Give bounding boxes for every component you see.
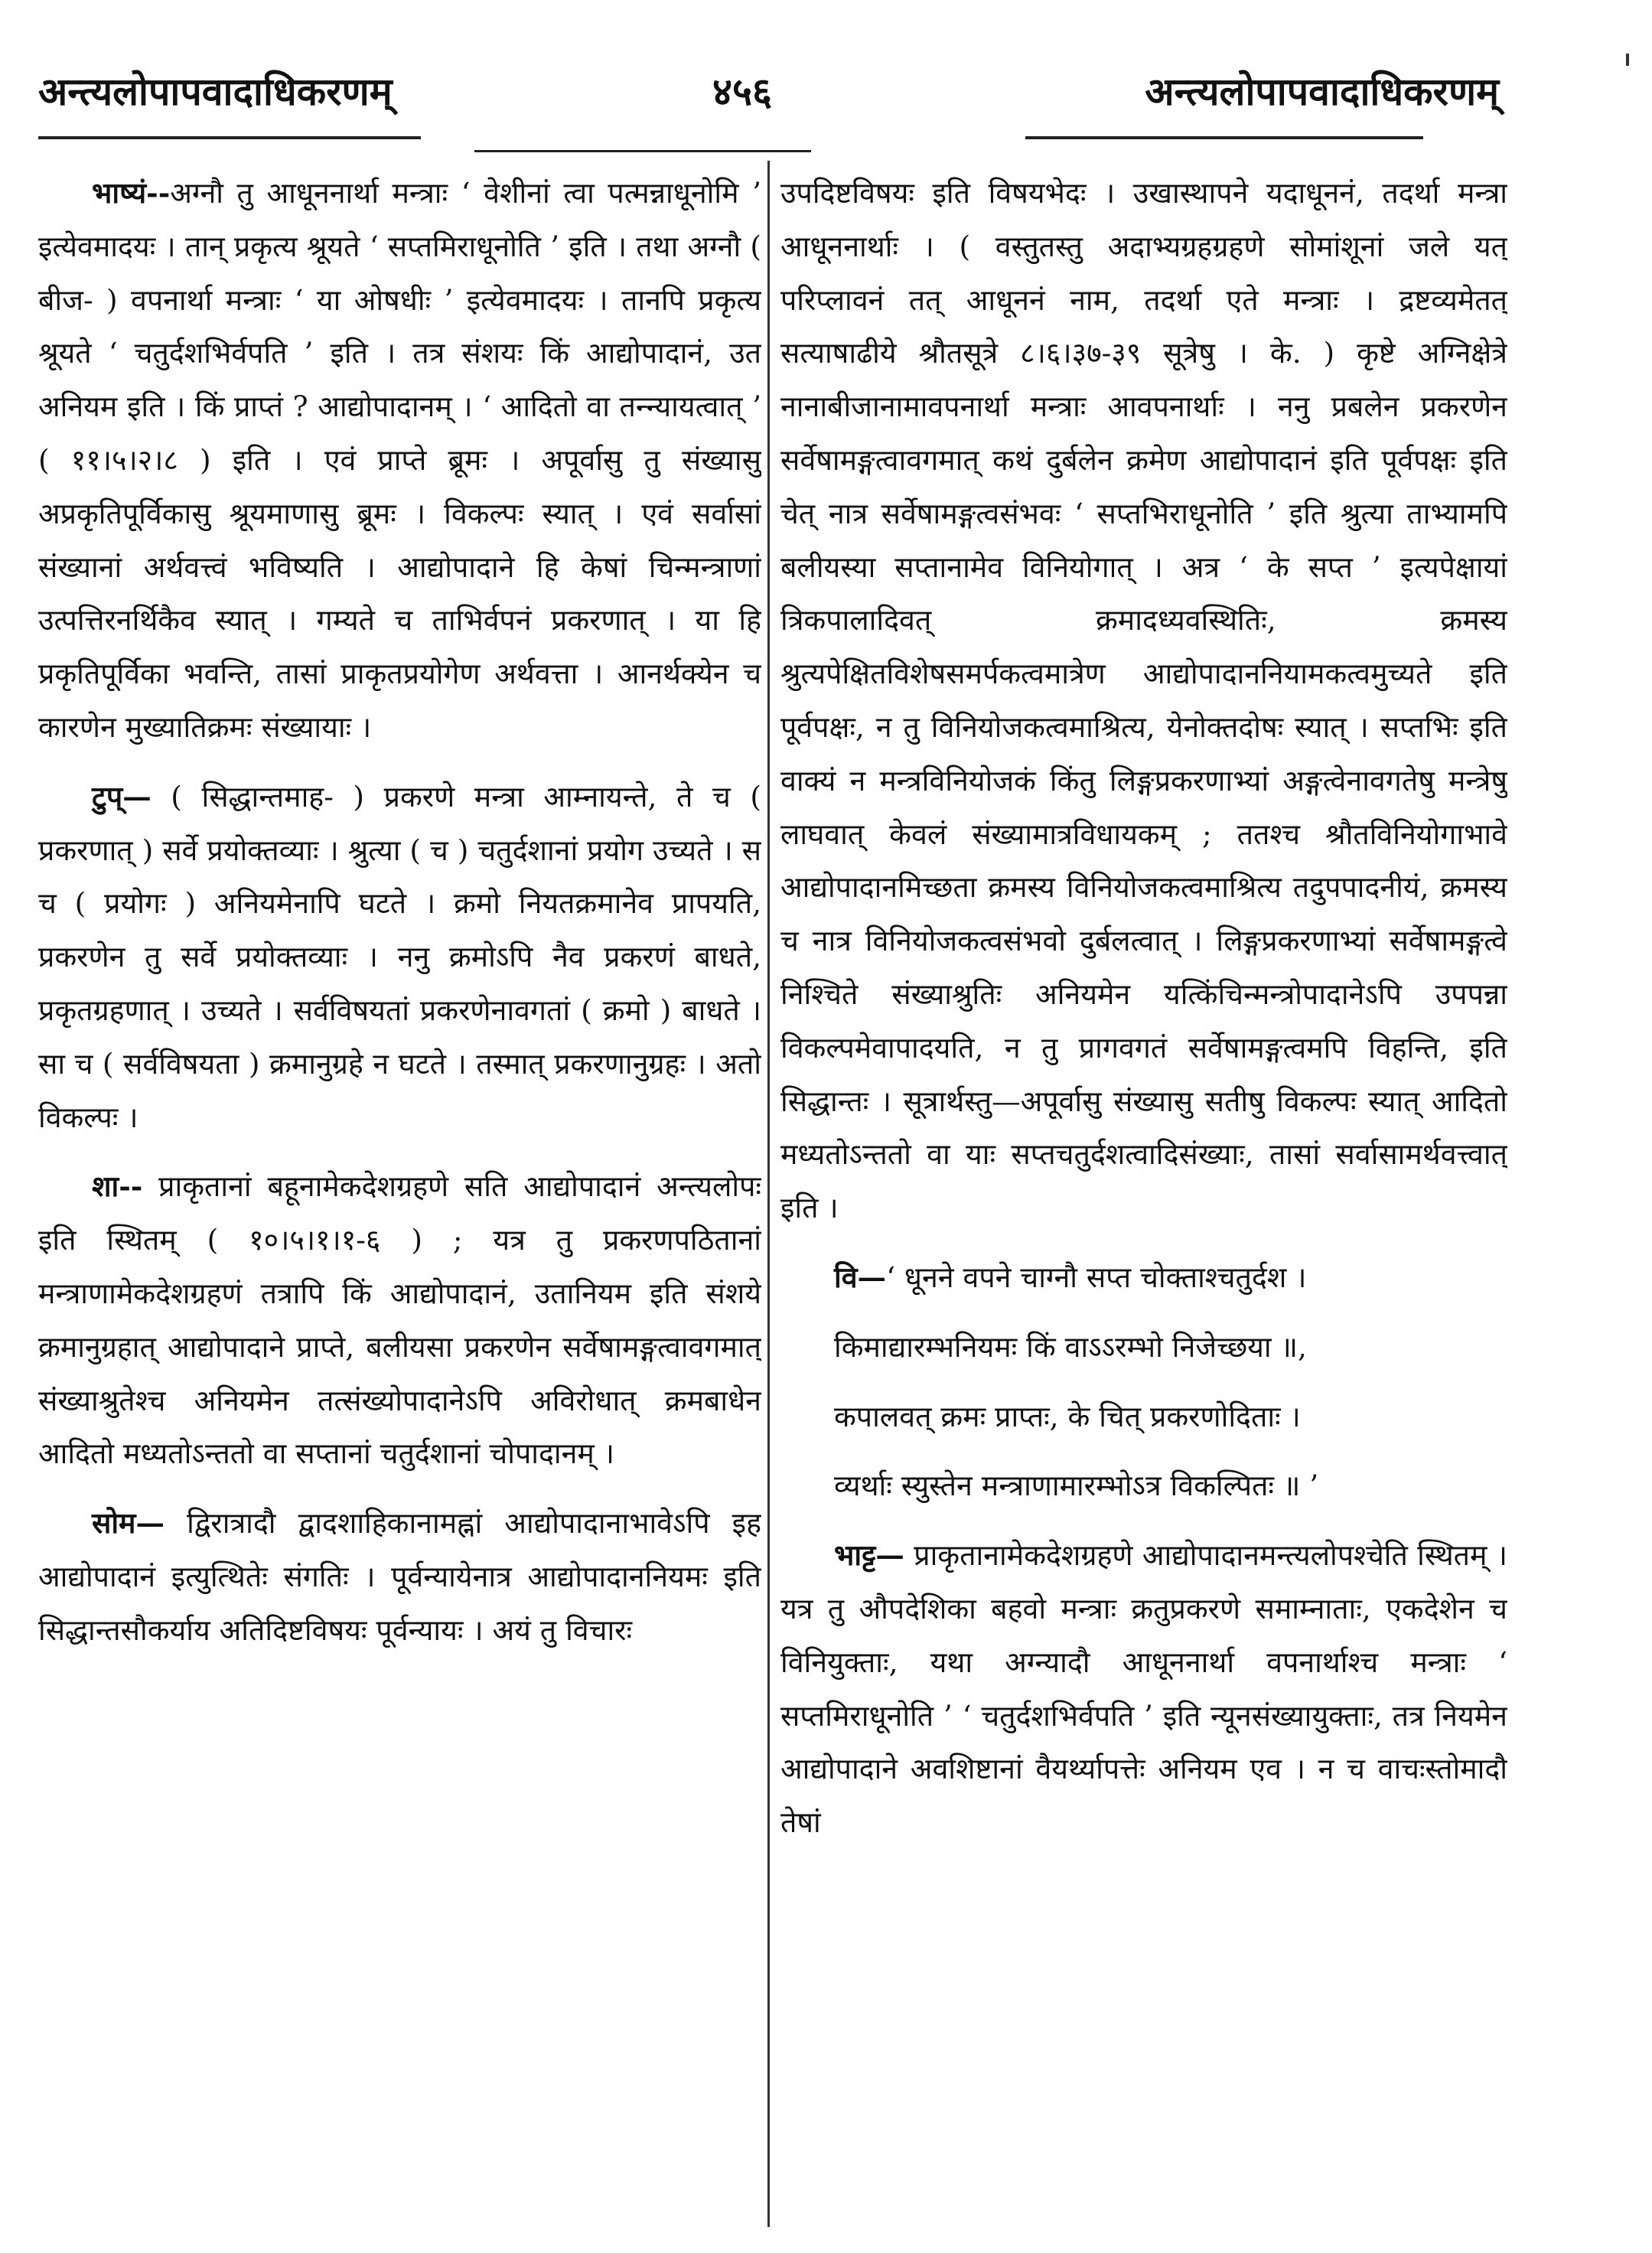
paragraph-text: अग्नौ तु आधूननार्था मन्त्राः ‘ वेशीनां त्वा पत्मन्नाधूनोमि ’ इत्येवमादयः । तान् प्रकृत्य श्रूयते ‘ सप्तमिराधूनोति ’ इति । तथा अग्नौ ( बीज- ) वपनार्था मन्त्राः ‘ या ओषधीः ’ इत्येवमादयः । तानपि प्रकृत्य श्रूयते ‘ चतुर्दशभिर्वपति ’ इति । तत्र संशयः किं आद्योपादानं, उत अनियम इति । किं प्राप्तं ? आद्योपादानम् । ‘ आदितो वा तन्न्यायत्वात् ’ ( ११।५।२।८ ) इति । एवं प्राप्ते ब्रूमः । अपूर्वासु तु संख्यासु अप्रकृतिपूर्विकासु श्रूयमाणासु ब्रूमः । विकल्पः स्यात् । एवं सर्वासां संख्यानां अर्थवत्त्वं भविष्यति । आद्योपादाने हि केषां चिन्मन्त्राणां उत्पत्तिरनर्थिकैव स्यात् । गम्यते च ताभिर्वपनं प्रकरणात् । या हि प्रकृतिपूर्विका भवन्ति, तासां प्राकृतप्रयोगेण अर्थवत्ता । आनर्थक्येन च कारणेन मुख्यातिक्रमः संख्यायाः । [38,176,761,744]
paragraph-tup [38,771,761,1145]
verse-line-row [780,1391,1507,1444]
running-title-left: अन्त्यलोपापवादाधिकरणम् [38,69,393,114]
column-divider [767,161,770,2227]
paragraph-text: ( सिद्धान्तमाह- ) प्रकरणे मन्त्रा आम्नायन्ते, ते च ( प्रकरणात् ) सर्वे प्रयोक्तव्याः । श्रुत्या ( च ) चतुर्दशानां प्रयोग उच्यते । स च ( प्रयोगः ) अनियमेनापि घटते । क्रमो नियतक्रमानेव प्रापयति, प्रकरणेन तु सर्वे प्रयोक्तव्याः । ननु क्रमोऽपि नैव प्रकरणं बाधते, प्रकृतग्रहणात् । उच्यते । सर्वविषयतां प्रकरणेनावगतां ( क्रमो ) बाधते । सा च ( सर्वविषयता ) क्रमानुग्रहे न घटते । तस्मात् प्रकरणानुग्रहः । अतो विकल्पः । [38,779,761,1134]
verse-line-row [780,1321,1507,1374]
paragraph-label: भाट्ट— [834,1538,904,1573]
paragraph-bhatta [780,1529,1507,1850]
header-rule-center [474,150,811,152]
paragraph-label: सोम— [92,1506,165,1541]
paragraph-bhashya [38,167,761,755]
right-column [780,167,1507,2225]
paragraph-label: टुप्— [92,779,152,813]
paragraph-text: प्राकृतानां बहूनामेकदेशग्रहणे सति आद्योपादानं अन्त्यलोपः इति स्थितम् ( १०।५।१।१-६ ) ; यत्र तु प्रकरणपठितानां मन्त्राणामेकदेशग्रहणं तत्रापि किं आद्योपादानं, उतानियम इति संशये क्रमानुग्रहात् आद्योपादाने प्राप्ते, बलीयसा प्रकरणेन सर्वेषामङ्गत्वावगमात् संख्याश्रुतेश्च अनियमेन तत्संख्योपादानेऽपि अविरोधात् क्रमबाधेन आदितो मध्यतोऽन्ततो वा सप्तानां चतुर्दशानां चोपादानम् । [38,1169,761,1471]
verse-line-row [780,1459,1507,1513]
paragraph-text: उपदिष्टविषयः इति विषयभेदः । उखास्थापने यदाधूननं, तदर्था मन्त्रा आधूननार्थाः । ( वस्तुतस्तु अदाभ्यग्रहग्रहणे सोमांशूनां जले यत् परिप्लावनं तत् आधूननं नाम, तदर्था एते मन्त्राः । द्रष्टव्यमेतत् सत्याषाढीये श्रौतसूत्रे ८।६।३७-३९ सूत्रेषु । के. ) कृष्टे अग्निक्षेत्रे नानाबीजानामावपनार्था मन्त्राः आवपनार्थाः । ननु प्रबलेन प्रकरणेन सर्वेषामङ्गत्वावगमात् कथं दुर्बलेन क्रमेण आद्योपादानं इति पूर्वपक्षः इति चेत् नात्र सर्वेषामङ्गत्वसंभवः ‘ सप्तभिराधूनोति ’ इति श्रुत्या ताभ्यामपि बलीयस्या सप्तानामेव विनियोगात् । अत्र ‘ के सप्त ’ इत्यपेक्षायां त्रिकपालादिवत् क्रमादध्यवस्थितिः, क्रमस्य श्रुत्यपेक्षितविशेषसमर्पकत्वमात्रेण आद्योपादाननियामकत्वमुच्यते इति पूर्वपक्षः, न तु विनियोजकत्वमाश्रित्य, येनोक्तदोषः स्यात् । सप्तभिः इति वाक्यं न मन्त्रविनियोजकं किंतु लिङ्गप्रकरणाभ्यां अङ्गत्वेनावगतेषु मन्त्रेषु लाघवात् केवलं संख्यामात्रविधायकम् ; ततश्च श्रौतविनियोगाभावे आद्योपादानमिच्छता क्रमस्य विनियोजकत्वमाश्रित्य तदुपपादनीयं, क्रमस्य च नात्र विनियोजकत्वसंभवो दुर्बलत्वात् । लिङ्गप्रकरणाभ्यां सर्वेषामङ्गत्वे निश्चिते संख्याश्रुतिः अनियमेन यत्किंचिन्मन्त्रोपादानेऽपि उपपन्ना विकल्पमेवापादयति, न तु प्रागवगतं सर्वेषामङ्गत्वमपि विहन्ति, इति सिद्धान्तः । सूत्रार्थस्तु—अपूर्वासु संख्यासु सतीषु विकल्पः स्यात् आदितो मध्यतोऽन्ततो वा याः सप्तचतुर्दशत्वादिसंख्याः, तासां सर्वासामर्थवत्त्वात् इति । [780,176,1507,1225]
verse-line: कपालवत् क्रमः प्राप्तः, के चित् प्रकरणोदिताः । [834,1399,1301,1433]
verse-line: किमाद्यारम्भनियमः किं वाऽऽरम्भो निजेच्छया ॥, [834,1329,1307,1364]
paragraph-label: शा-- [92,1169,143,1204]
page-header [0,0,1652,153]
paragraph-somanatha [38,1497,761,1657]
running-title-right: अन्त्यलोपापवादाधिकरणम् [1145,69,1499,114]
verse-line: ‘ धूनने वपने चाग्नौ सप्त चोक्ताश्चतुर्दश । [886,1260,1307,1294]
paragraph-label: वि— [834,1260,887,1294]
margin-mark [1626,54,1629,66]
left-column [38,167,761,2225]
paragraph-shastradipika [38,1160,761,1481]
paragraph-text: द्विरात्रादौ द्वादशाहिकानामह्नां आद्योपादानाभावेऽपि इह आद्योपादानं इत्युत्थितेः संगतिः । पूर्वन्यायेनात्र आद्योपादाननियमः इति सिद्धान्तसौकर्याय अतिदिष्टविषयः पूर्वन्यायः । अयं तु विचारः [38,1506,761,1647]
header-rule-right [1025,136,1423,139]
header-rule-left [38,136,421,139]
paragraph-vi [780,1251,1507,1305]
paragraph-text: प्राकृतानामेकदेशग्रहणे आद्योपादानमन्त्यलोपश्चेति स्थितम् । यत्र तु औपदेशिका बहवो मन्त्राः क्रतुप्रकरणे समाम्नाताः, एकदेशेन च विनियुक्ताः, यथा अग्न्यादौ आधूननार्था वपनार्थाश्च मन्त्राः ‘ सप्तमिराधूनोति ’ ‘ चतुर्दशभिर्वपति ’ इति न्यूनसंख्यायुक्ताः, तत्र नियमेन आद्योपादाने अवशिष्टानां वैयर्थ्यापत्तेः अनियम एव । न च वाचःस्तोमादौ तेषां [780,1538,1507,1840]
paragraph-label: भाष्यं-- [92,176,171,210]
page-number: ४५६ [712,69,772,114]
paragraph-continuation [780,167,1507,1235]
verse-line: व्यर्थाः स्युस्तेन मन्त्राणामारम्भोऽत्र विकल्पितः ॥ ’ [834,1469,1319,1503]
